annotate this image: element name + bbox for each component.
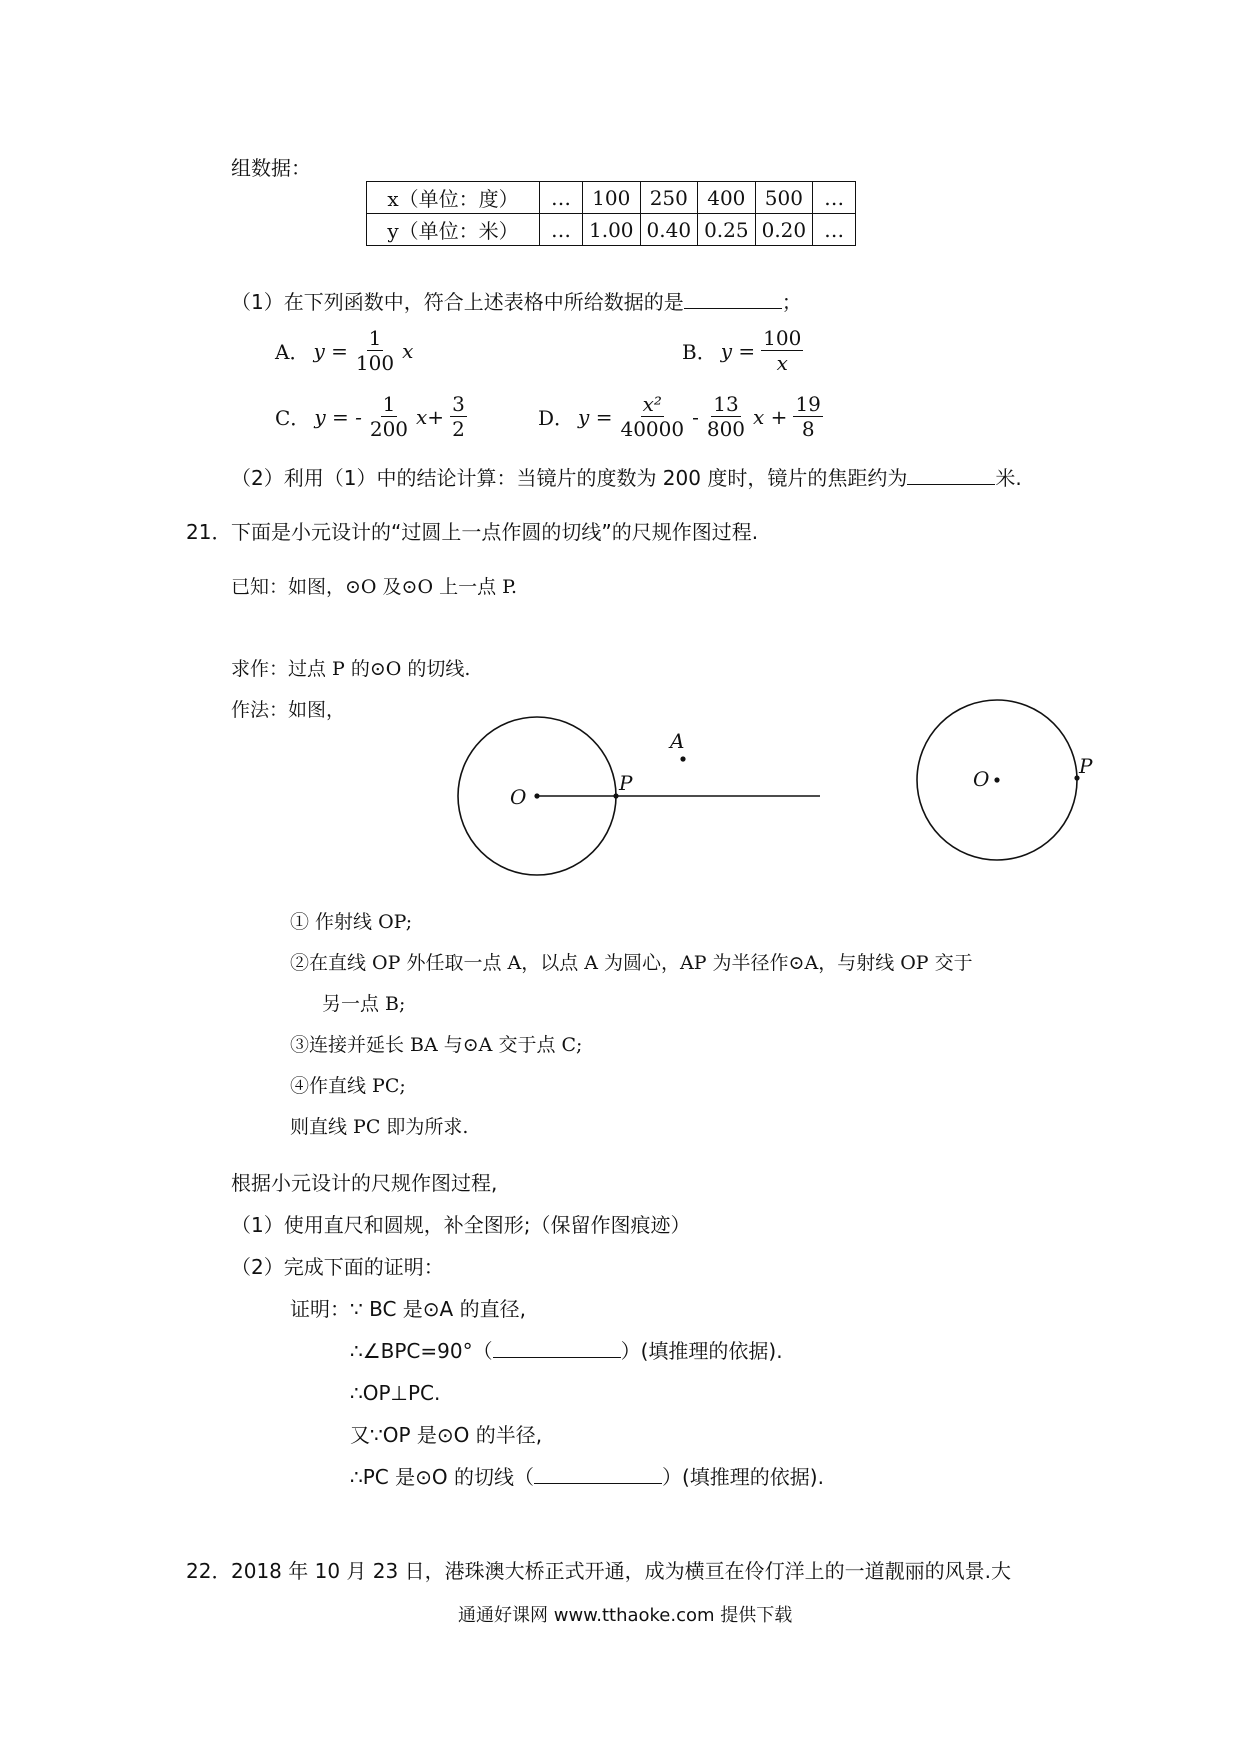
numerator: 1 xyxy=(382,392,396,416)
step-2-cont: 另一点 B; xyxy=(322,993,406,1015)
row-label: y（单位：米） xyxy=(367,214,540,246)
table-cell: 0.20 xyxy=(755,214,813,246)
label-p-left: P xyxy=(619,771,633,795)
table-cell: … xyxy=(540,214,583,246)
step-1: ① 作射线 OP; xyxy=(290,911,413,933)
table-cell: … xyxy=(540,182,583,214)
page-footer: 通通好课网 www.tthaoke.com 提供下载 xyxy=(458,1605,793,1626)
formula-lhs: y = xyxy=(313,338,348,363)
numerator: 13 xyxy=(713,392,739,416)
figure-given xyxy=(917,700,1080,860)
denominator: 2 xyxy=(452,417,465,441)
denominator: 100 xyxy=(355,351,395,375)
numerator: 3 xyxy=(452,392,465,416)
formula-lhs: y = xyxy=(578,404,613,429)
label-o-left: O xyxy=(510,785,527,809)
step-2: ②在直线 OP 外任取一点 A，以点 A 为圆心，AP 为半径作⊙A，与射线 OP 交于 xyxy=(290,952,973,974)
row-label: x（单位：度） xyxy=(367,182,540,214)
numerator: x² xyxy=(642,392,662,416)
table-cell: 0.40 xyxy=(640,214,698,246)
table-cell: 400 xyxy=(698,182,756,214)
formula-lhs: y = xyxy=(720,338,756,363)
denominator: 8 xyxy=(801,417,815,441)
numerator: 100 xyxy=(763,326,802,350)
formula-lhs: y = - xyxy=(314,404,362,429)
q22-text: 2018 年 10 月 23 日，港珠澳大桥正式开通，成为横亘在伶仃洋上的一道靓丽的风景.大 xyxy=(231,1559,1011,1583)
option-label: C． xyxy=(275,406,311,430)
q21-according: 根据小元设计的尺规作图过程, xyxy=(231,1171,498,1195)
numerator: 1 xyxy=(368,326,382,350)
proof-line-4: 又∵OP 是⊙O 的半径, xyxy=(350,1423,543,1447)
proof-line-1: 证明：∵ BC 是⊙A 的直径, xyxy=(290,1297,526,1321)
q20-part1-end: ； xyxy=(781,290,802,314)
table-cell: … xyxy=(813,214,856,246)
proof-line-5-end: ）(填推理的依据). xyxy=(661,1465,824,1489)
q21-method: 作法：如图， xyxy=(231,699,346,721)
q21-title: 下面是小元设计的“过圆上一点作圆的切线”的尺规作图过程. xyxy=(231,520,759,544)
denominator: 200 xyxy=(369,417,409,441)
denominator: 800 xyxy=(706,417,746,441)
step-conclusion: 则直线 PC 即为所求. xyxy=(290,1116,469,1138)
formula-tail: x xyxy=(402,338,414,363)
point-o-right xyxy=(994,777,999,782)
reason-blank[interactable] xyxy=(493,1357,621,1358)
proof-line-5 xyxy=(350,1465,824,1489)
table-cell: 100 xyxy=(583,182,641,214)
reason-blank[interactable] xyxy=(534,1483,662,1484)
label-o-right: O xyxy=(973,767,990,791)
table-cell: 1.00 xyxy=(583,214,641,246)
step-4: ④作直线 PC; xyxy=(290,1075,406,1097)
q22-number: 22． xyxy=(186,1559,232,1583)
q21-given: 已知：如图，⊙O 及⊙O 上一点 P. xyxy=(231,576,518,598)
numerator: 19 xyxy=(795,392,821,416)
proof-line-3: ∴OP⊥PC. xyxy=(350,1381,441,1405)
label-p-right: P xyxy=(1079,754,1093,778)
q21-sub2: （2）完成下面的证明： xyxy=(231,1255,444,1279)
proof-line-2-start: ∴∠BPC=90°（ xyxy=(350,1339,493,1363)
point-a xyxy=(680,756,685,761)
table-cell: … xyxy=(813,182,856,214)
q20-part2-end: 米. xyxy=(995,466,1022,490)
table-cell: 250 xyxy=(640,182,698,214)
q20-part2-text: （2）利用（1）中的结论计算：当镜片的度数为 200 度时，镜片的焦距约为 xyxy=(231,466,908,490)
label-a: A xyxy=(670,729,685,753)
q20-part1-text: （1）在下列函数中，符合上述表格中所给数据的是 xyxy=(231,290,684,314)
proof-line-2-end: ）(填推理的依据). xyxy=(620,1339,783,1363)
option-label: D． xyxy=(538,406,575,430)
point-o-left xyxy=(534,793,539,798)
proof-line-2 xyxy=(350,1339,783,1363)
q21-task: 求作：过点 P 的⊙O 的切线. xyxy=(231,658,471,680)
q21-sub1: （1）使用直尺和圆规，补全图形;（保留作图痕迹） xyxy=(231,1213,691,1237)
q21-number: 21． xyxy=(186,520,232,544)
denominator: 40000 xyxy=(620,417,685,441)
point-p-left xyxy=(613,793,618,798)
table-cell: 0.25 xyxy=(698,214,756,246)
option-label: A． xyxy=(275,340,310,364)
proof-line-5-start: ∴PC 是⊙O 的切线（ xyxy=(350,1465,534,1489)
formula-mid: x + xyxy=(753,404,788,429)
table-cell: 500 xyxy=(755,182,813,214)
option-label: B． xyxy=(682,340,717,364)
formula-mid: x+ xyxy=(416,404,445,429)
denominator: x xyxy=(776,351,788,375)
step-3: ③连接并延长 BA 与⊙A 交于点 C; xyxy=(290,1034,583,1056)
intro-text: 组数据： xyxy=(231,156,311,180)
formula-minus: - xyxy=(692,404,699,429)
